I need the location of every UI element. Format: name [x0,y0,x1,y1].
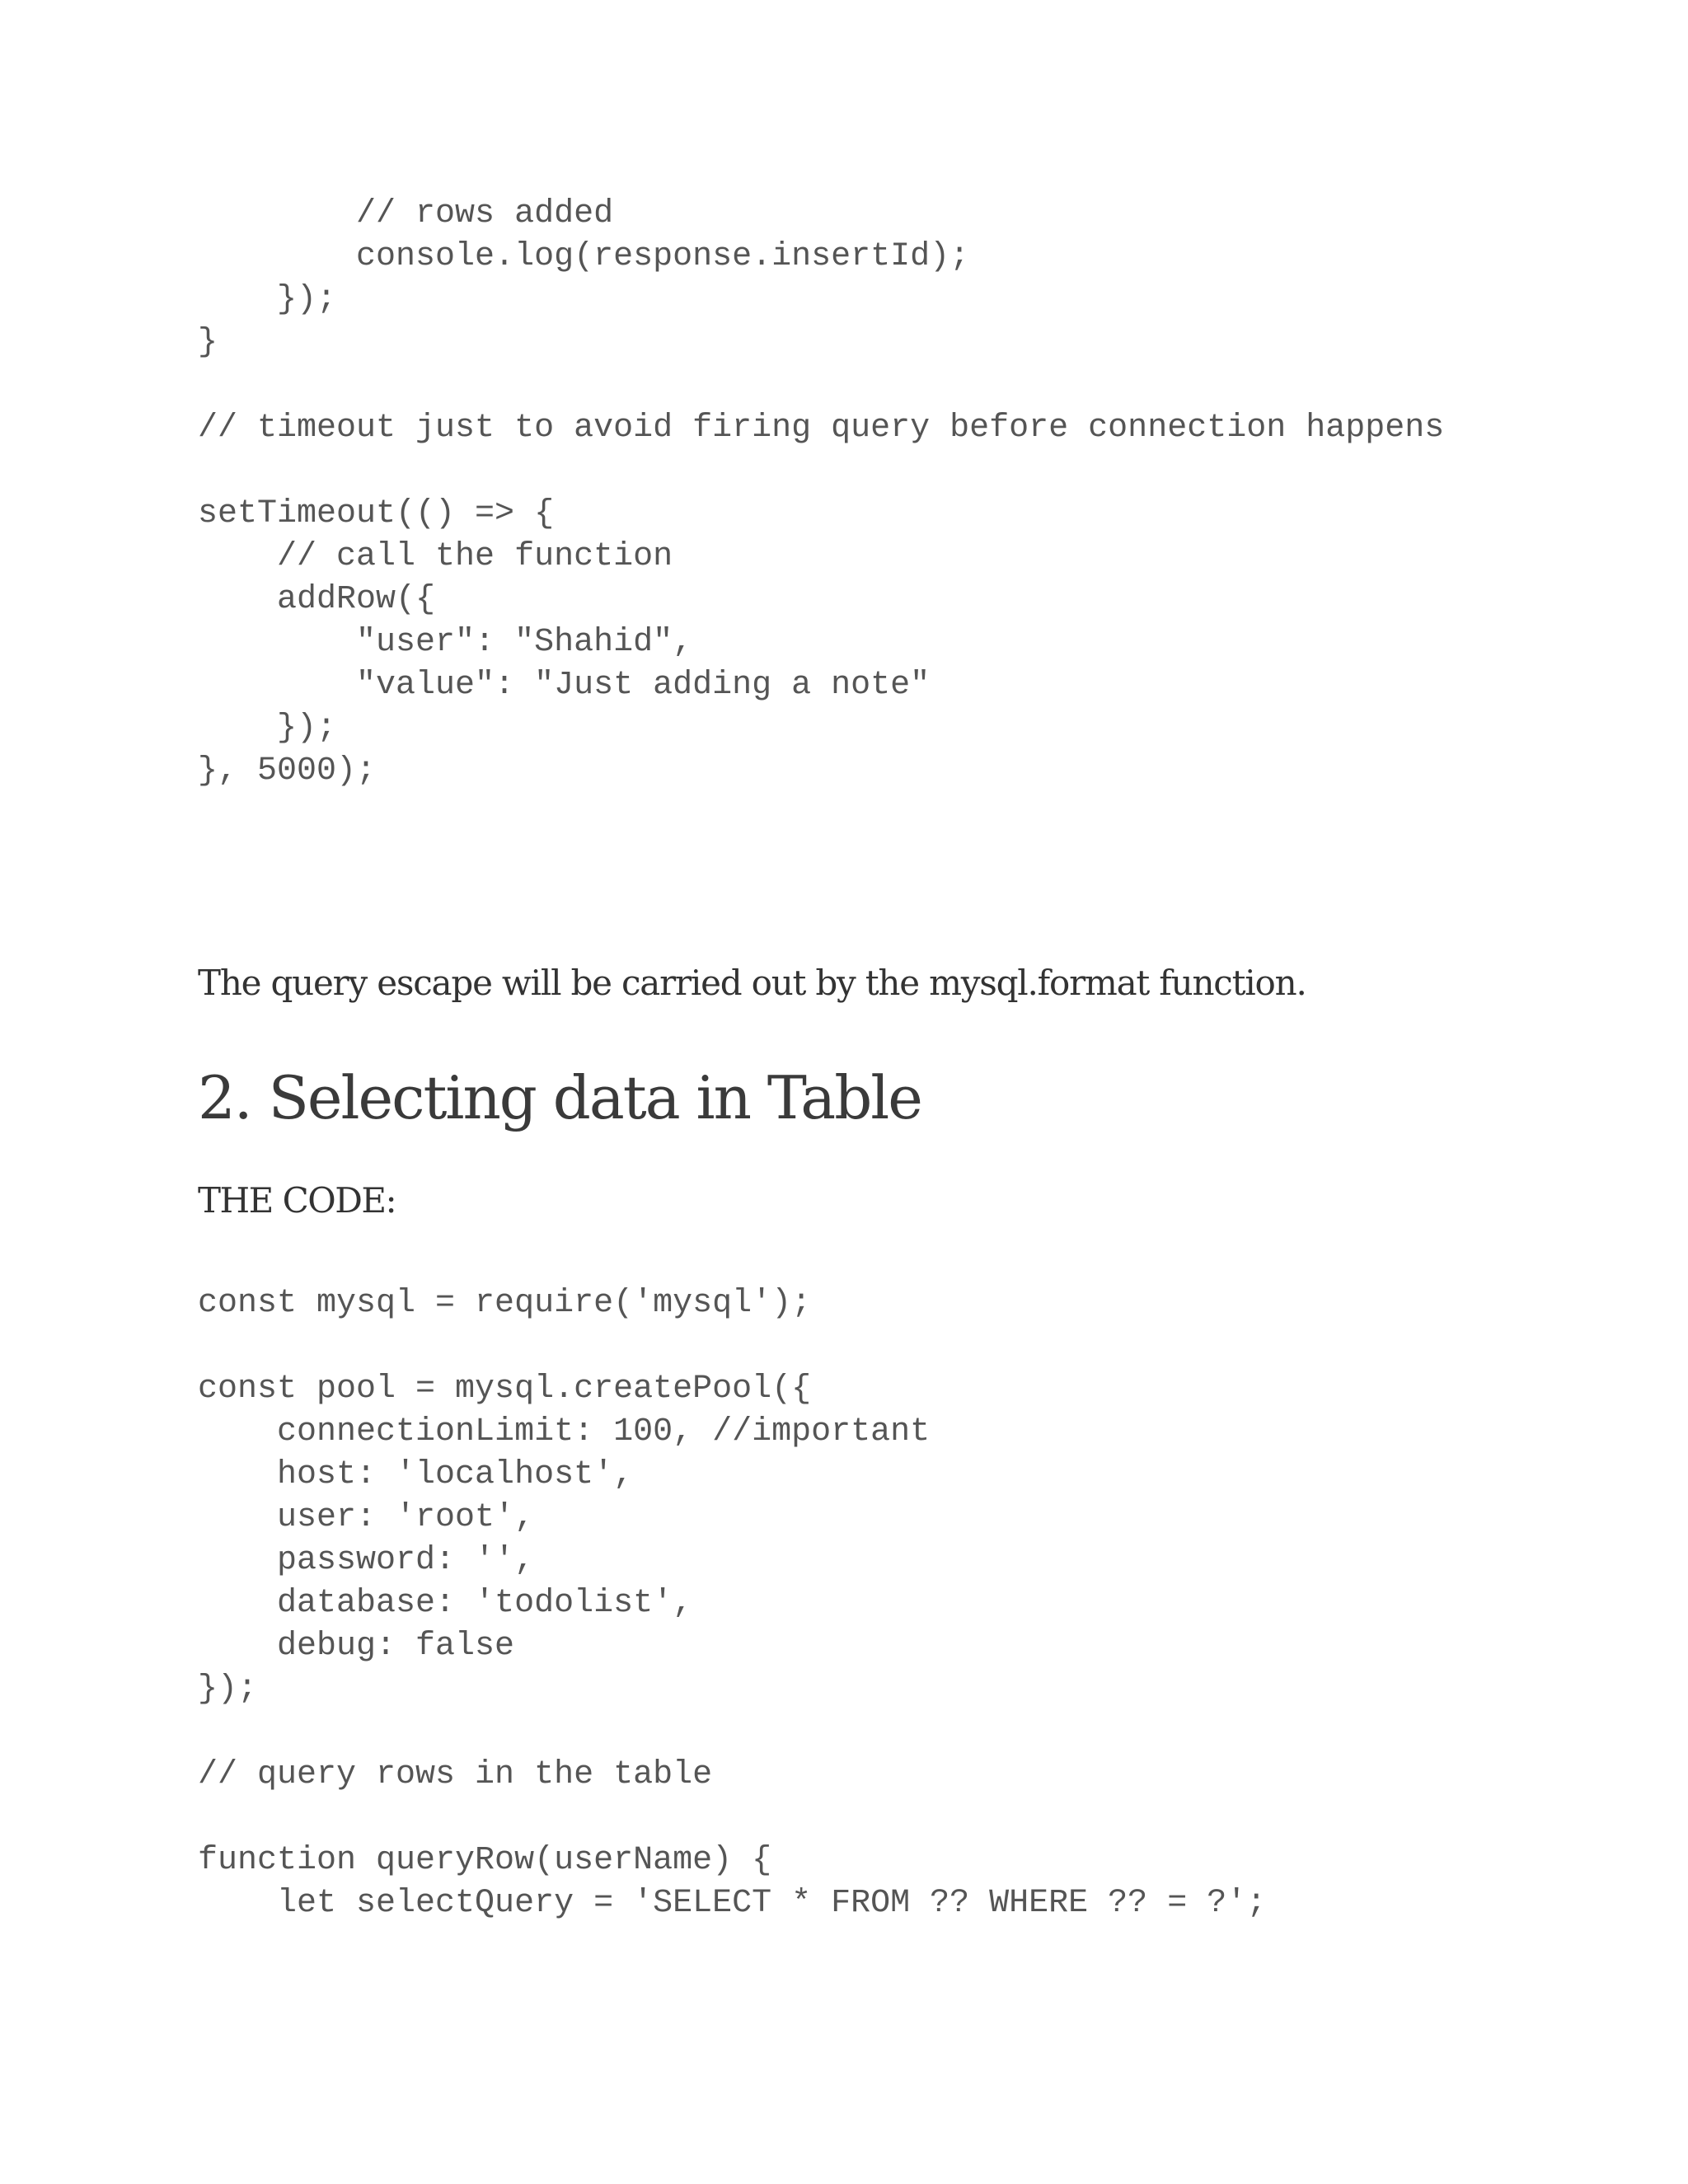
code-line: } [198,324,218,361]
code-line: let selectQuery = 'SELECT * FROM ?? WHERE ?? = ?'; [198,1885,1267,1922]
code-line: setTimeout(() => { [198,495,555,532]
code-line: }); [198,281,337,318]
code-line: host: 'localhost', [198,1456,634,1493]
code-line [198,1325,1266,1368]
code-line: function queryRow(userName) { [198,1842,772,1879]
code-line: const mysql = require('mysql'); [198,1285,812,1322]
code-line [198,364,1444,407]
code-line: user: 'root', [198,1499,535,1536]
code-block-select [198,1282,1266,1925]
code-line: addRow({ [198,581,436,618]
code-line: "user": "Shahid", [198,624,693,661]
code-line: // timeout just to avoid firing query before connection happens [198,410,1445,447]
code-line: }); [198,1671,258,1708]
code-line: password: '', [198,1542,535,1579]
code-line: debug: false [198,1628,515,1665]
code-line: connectionLimit: 100, //important [198,1413,931,1451]
code-line: }, 5000); [198,752,377,790]
code-line [198,1797,1266,1840]
code-line: }); [198,710,337,747]
code-line [198,1711,1266,1754]
code-block-insert [198,193,1444,793]
code-line: database: 'todolist', [198,1585,693,1622]
code-line: "value": "Just adding a note" [198,667,931,704]
paragraph-query-escape: The query escape will be carried out by the mysql.format function. [198,963,1306,1003]
code-label: THE CODE: [198,1180,396,1221]
code-line: // call the function [198,538,673,575]
code-line: console.log(response.insertId); [198,238,970,275]
code-line: // query rows in the table [198,1756,713,1793]
code-line: // rows added [198,195,614,232]
code-line [198,450,1444,493]
section-heading: 2. Selecting data in Table [198,1063,921,1132]
code-line: const pool = mysql.createPool({ [198,1371,812,1408]
